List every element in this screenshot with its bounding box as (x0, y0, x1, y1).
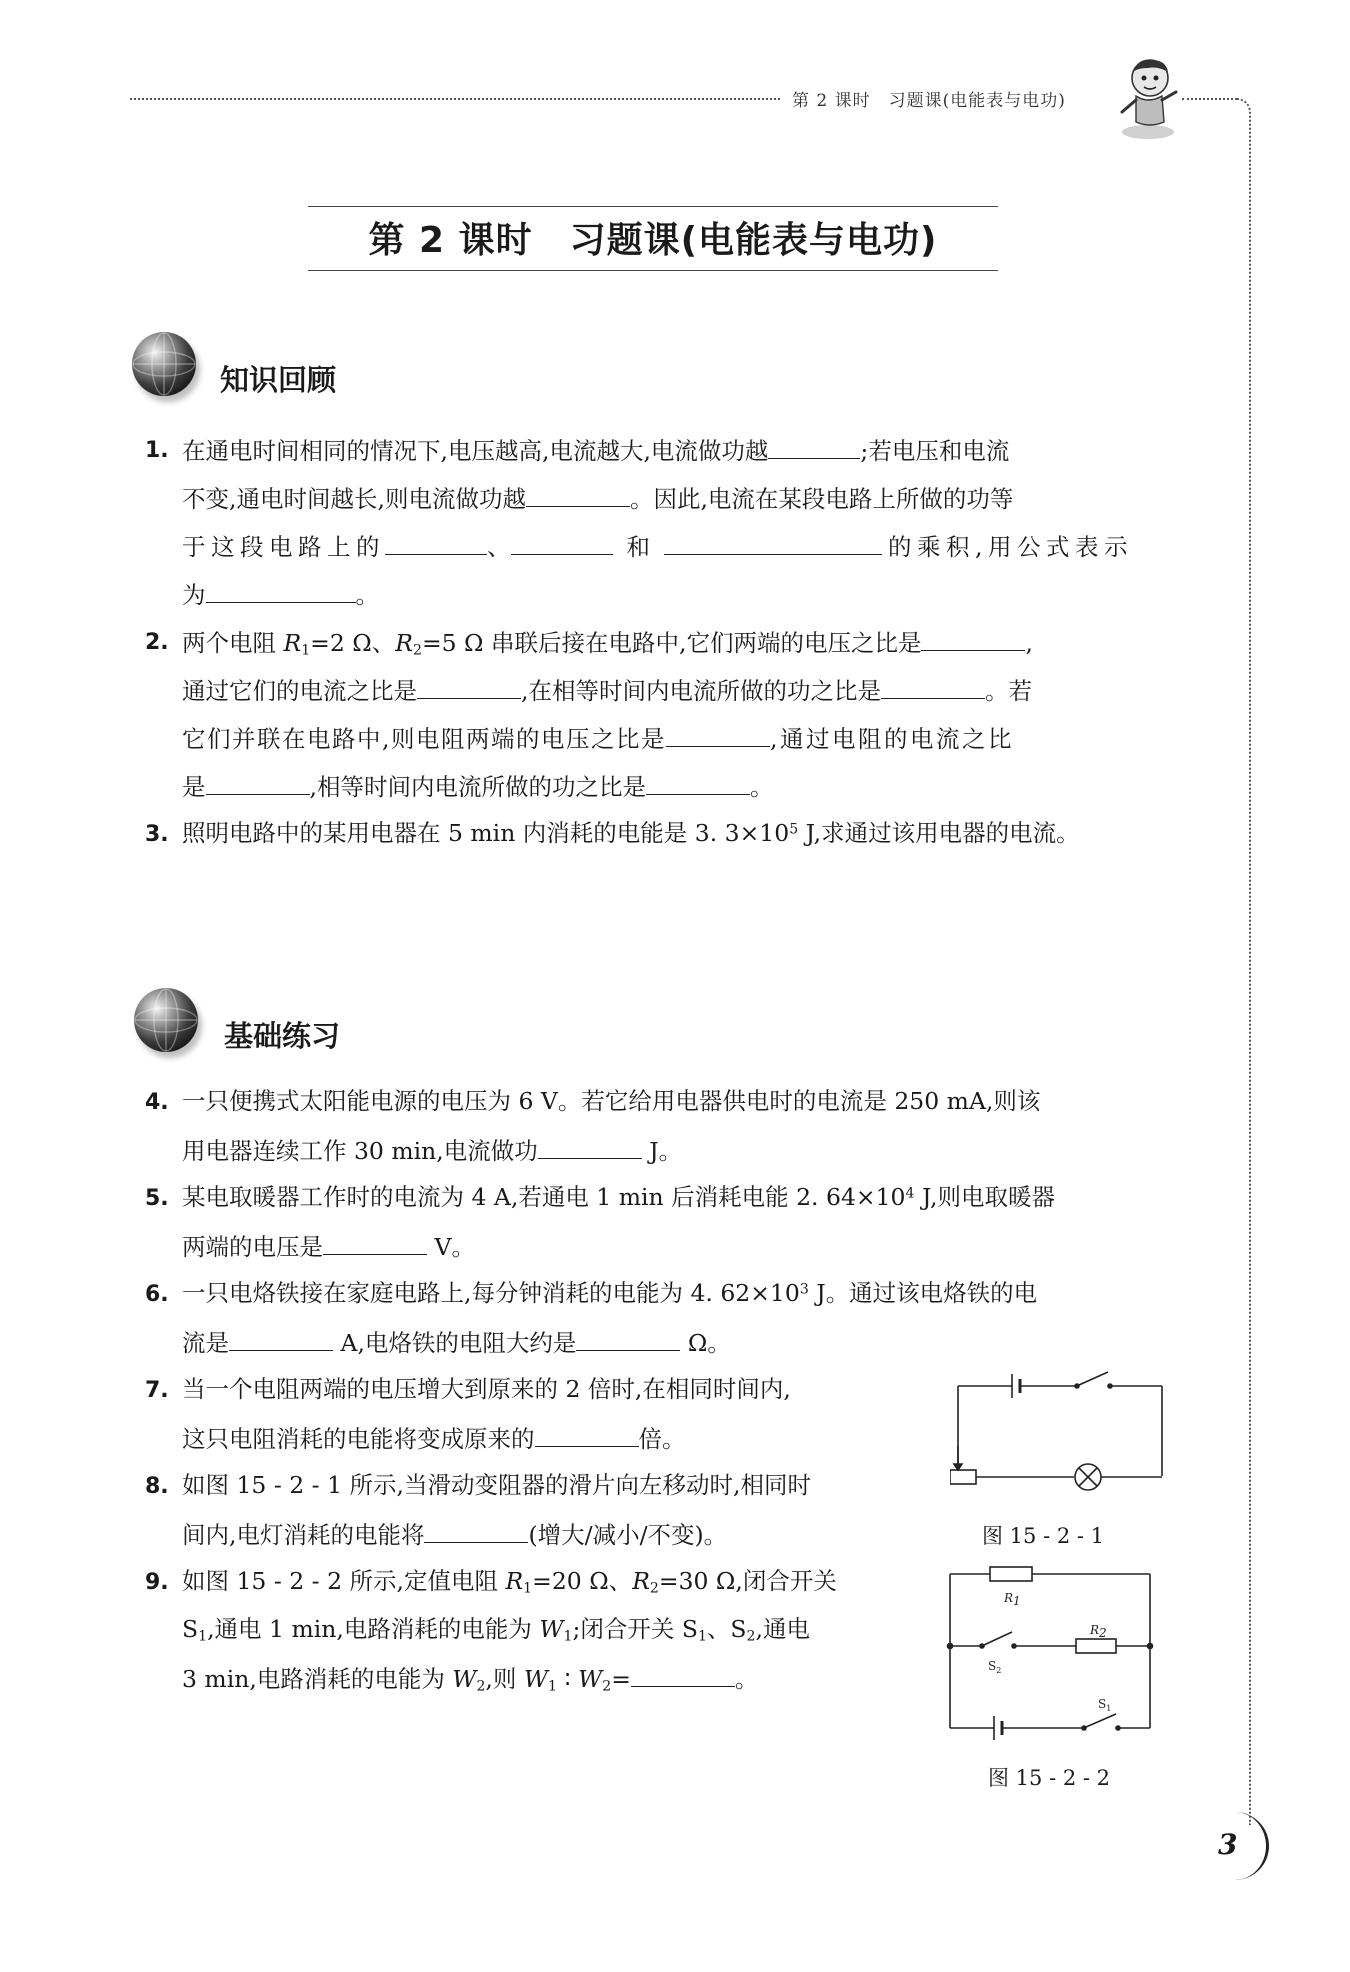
question-number: 4. (145, 1090, 169, 1115)
question-7-line-2: 这只电阻消耗的电能将变成原来的 倍。 (182, 1425, 686, 1453)
answer-blank[interactable] (768, 438, 860, 459)
rheostat-icon (950, 1470, 976, 1484)
header-dotted-rule (130, 98, 780, 100)
question-number: 1. (145, 438, 169, 463)
label-r1: R1 (1004, 1591, 1021, 1608)
label-s2: $S_2$ (988, 1659, 1002, 1675)
question-5-line-2: 两端的电压是 V。 (182, 1233, 475, 1261)
answer-blank[interactable] (206, 582, 356, 603)
question-6-line-1: 一只电烙铁接在家庭电路上,每分钟消耗的电能为 4. $62\times 10^3$ J。通过该电烙铁的电 (182, 1279, 1038, 1307)
answer-blank[interactable] (921, 630, 1025, 651)
question-9-line-2: $S_1$,通电 1 min,电路消耗的电能为 $W_1$;闭合开关 $S_1$、$S_2$,通电 (182, 1615, 810, 1645)
page-dotted-border (1237, 98, 1251, 1825)
switch-s1-icon (1086, 1714, 1116, 1727)
answer-blank[interactable] (664, 534, 882, 555)
resistor-r2-icon (1076, 1639, 1116, 1653)
answer-blank[interactable] (323, 1234, 427, 1255)
question-1-line-1: 在通电时间相同的情况下,电压越高,电流越大,电流做功越 ;若电压和电流 (182, 437, 1010, 465)
question-number: 5. (145, 1186, 169, 1211)
switch-s2-icon (984, 1632, 1012, 1645)
section-title-review: 知识回顾 (220, 363, 337, 397)
answer-blank[interactable] (526, 486, 630, 507)
question-6-line-2: 流是 A,电烙铁的电阻大约是 Ω。 (182, 1329, 731, 1357)
answer-blank[interactable] (538, 1138, 642, 1159)
header-dotted-rule-right (1182, 98, 1237, 100)
question-number: 9. (145, 1570, 169, 1595)
question-8-line-2: 间内,电灯消耗的电能将 (增大/减小/不变)。 (182, 1521, 728, 1549)
running-header: 第 2 课时 习题课(电能表与电功) (792, 91, 1066, 111)
label-s1: $S_1$ (1098, 1697, 1112, 1713)
globe-icon (134, 988, 198, 1052)
answer-blank[interactable] (666, 726, 770, 747)
question-1-line-4: 为 。 (182, 581, 379, 609)
label-r2: R2 (1090, 1623, 1107, 1640)
question-3-line-1: 照明电路中的某用电器在 5 min 内消耗的电能是 3. $3\times 10^5$ J,求通过该用电器的电流。 (182, 819, 1080, 847)
page-number: 3 (1218, 1828, 1238, 1861)
question-4-line-1: 一只便携式太阳能电源的电压为 6 V。若它给用电器供电时的电流是 250 mA,则该 (182, 1087, 1041, 1115)
answer-blank[interactable] (206, 774, 310, 795)
circuit-diagram-15-2-2 (940, 1560, 1160, 1760)
circuit-diagram-15-2-1 (950, 1358, 1170, 1518)
answer-blank[interactable] (385, 534, 487, 555)
question-4-line-2: 用电器连续工作 30 min,电流做功 J。 (182, 1137, 683, 1165)
question-8-line-1: 如图 15 - 2 - 1 所示,当滑动变阻器的滑片向左移动时,相同时 (182, 1471, 811, 1499)
question-number: 7. (145, 1378, 169, 1403)
question-9-line-3: 3 min,电路消耗的电能为 $W_2$,则 $W_1$ ∶ $W_2=$ 。 (182, 1665, 759, 1695)
question-1-line-2: 不变,通电时间越长,则电流做功越 。因此,电流在某段电路上所做的功等 (182, 485, 1014, 513)
question-1-line-3: 于这段电路上的 、 和 的乘积,用公式表示 (182, 533, 1133, 561)
title-rule-bottom (308, 270, 998, 271)
answer-blank[interactable] (424, 1522, 528, 1543)
answer-blank[interactable] (229, 1330, 333, 1351)
answer-blank[interactable] (576, 1330, 680, 1351)
question-2-line-4: 是 ,相等时间内电流所做的功之比是 。 (182, 773, 774, 801)
question-5-line-1: 某电取暖器工作时的电流为 4 A,若通电 1 min 后消耗电能 2. $64\times 10^4$ J,则电取暖器 (182, 1183, 1055, 1211)
switch-icon (1079, 1372, 1108, 1385)
figure-caption: 图 15 - 2 - 1 (982, 1524, 1105, 1548)
mascot-icon (1118, 56, 1180, 142)
lesson-title: 第 2 课时 习题课(电能表与电功) (368, 220, 938, 261)
answer-blank[interactable] (535, 1426, 639, 1447)
answer-blank[interactable] (646, 774, 750, 795)
question-9-line-1: 如图 15 - 2 - 2 所示,定值电阻 $R_1=20$ Ω、$R_2=30$ Ω,闭合开关 (182, 1567, 837, 1597)
question-number: 2. (145, 630, 169, 655)
resistor-r1-icon (990, 1567, 1032, 1581)
question-number: 6. (145, 1282, 169, 1307)
title-rule-top (308, 206, 998, 207)
answer-blank[interactable] (511, 534, 613, 555)
question-7-line-1: 当一个电阻两端的电压增大到原来的 2 倍时,在相同时间内, (182, 1375, 791, 1403)
question-2-line-2: 通过它们的电流之比是 ,在相等时间内电流所做的功之比是 。若 (182, 677, 1032, 705)
question-number: 8. (145, 1474, 169, 1499)
answer-blank[interactable] (881, 678, 985, 699)
question-2-line-1: 两个电阻 $R_1=2$ Ω、$R_2=5$ Ω 串联后接在电路中,它们两端的电压之比是 , (182, 629, 1033, 659)
answer-blank[interactable] (417, 678, 521, 699)
answer-blank[interactable] (631, 1666, 735, 1687)
question-2-line-3: 它们并联在电路中,则电阻两端的电压之比是 ,通过电阻的电流之比 (182, 725, 1014, 753)
question-number: 3. (145, 822, 169, 847)
figure-caption: 图 15 - 2 - 2 (988, 1766, 1111, 1790)
globe-icon (132, 332, 196, 396)
section-title-practice: 基础练习 (224, 1019, 341, 1053)
